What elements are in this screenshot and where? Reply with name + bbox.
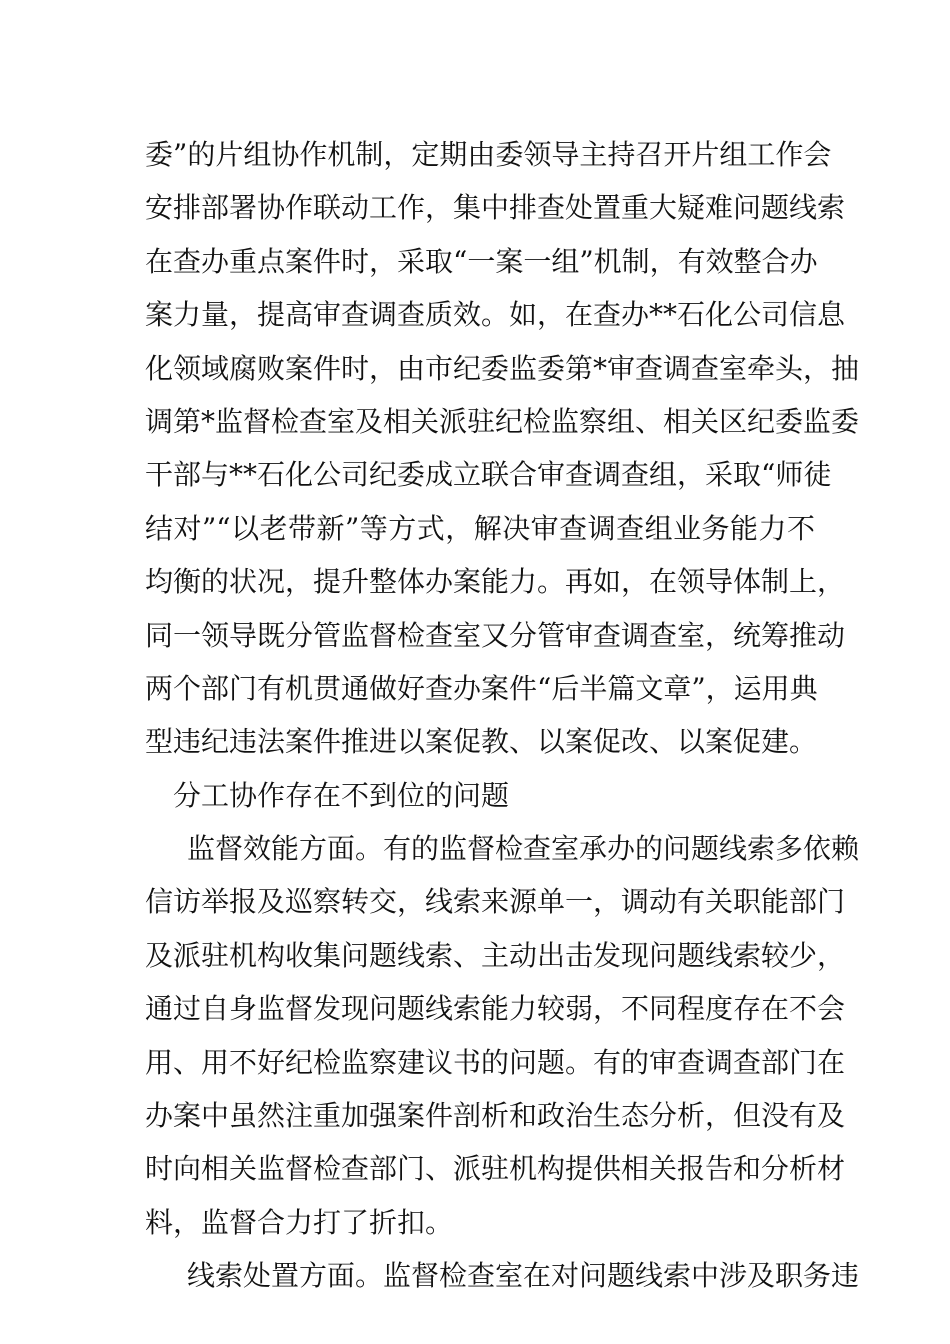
text-line: 监督效能方面。有的监督检查室承办的问题线索多依赖 (187, 832, 860, 866)
paragraph-clue-handling (145, 1249, 860, 1302)
text-line: 委”的片组协作机制，定期由委领导主持召开片组工作会 (145, 138, 832, 171)
section-heading: 分工协作存在不到位的问题 (173, 778, 510, 812)
text-line: 时向相关监督检查部门、派驻机构提供相关报告和分析材 (145, 1152, 846, 1186)
text-line: 料，监督合力打了折扣。 (145, 1205, 454, 1239)
text-line: 两个部门有机贯通做好查办案件“后半篇文章”，运用典 (145, 671, 818, 705)
text-line: 均衡的状况，提升整体办案能力。再如，在领导体制上， (145, 565, 846, 599)
text-line: 案力量，提高审查调查质效。如，在查办**石化公司信息 (145, 298, 846, 332)
paragraph-cooperation-mechanism (145, 128, 860, 769)
text-line: 调第*监督检查室及相关派驻纪检监察组、相关区纪委监委 (145, 404, 860, 438)
document-body (145, 128, 860, 1303)
text-line: 型违纪违法案件推进以案促教、以案促改、以案促建。 (145, 725, 818, 759)
text-line: 通过自身监督发现问题线索能力较弱，不同程度存在不会 (145, 992, 846, 1026)
text-line: 线索处置方面。监督检查室在对问题线索中涉及职务违 (187, 1259, 860, 1293)
text-line: 同一领导既分管监督检查室又分管审查调查室，统筹推动 (145, 618, 846, 652)
text-line: 结对”“以老带新”等方式，解决审查调查组业务能力不 (145, 511, 815, 545)
text-line: 办案中虽然注重加强案件剖析和政治生态分析，但没有及 (145, 1099, 846, 1133)
text-line: 干部与**石化公司纪委成立联合审查调查组，采取“师徒 (145, 458, 832, 492)
text-line: 及派驻机构收集问题线索、主动出击发现问题线索较少， (145, 938, 846, 972)
text-line: 安排部署协作联动工作，集中排查处置重大疑难问题线索 (145, 191, 846, 225)
text-line: 信访举报及巡察转交，线索来源单一，调动有关职能部门 (145, 885, 846, 919)
text-line: 化领域腐败案件时，由市纪委监委第*审查调查室牵头，抽 (145, 351, 860, 385)
text-line: 用、用不好纪检监察建议书的问题。有的审查调查部门在 (145, 1045, 846, 1079)
paragraph-supervision-efficiency (145, 822, 860, 1249)
text-line: 在查办重点案件时，采取“一案一组”机制，有效整合办 (145, 244, 818, 278)
